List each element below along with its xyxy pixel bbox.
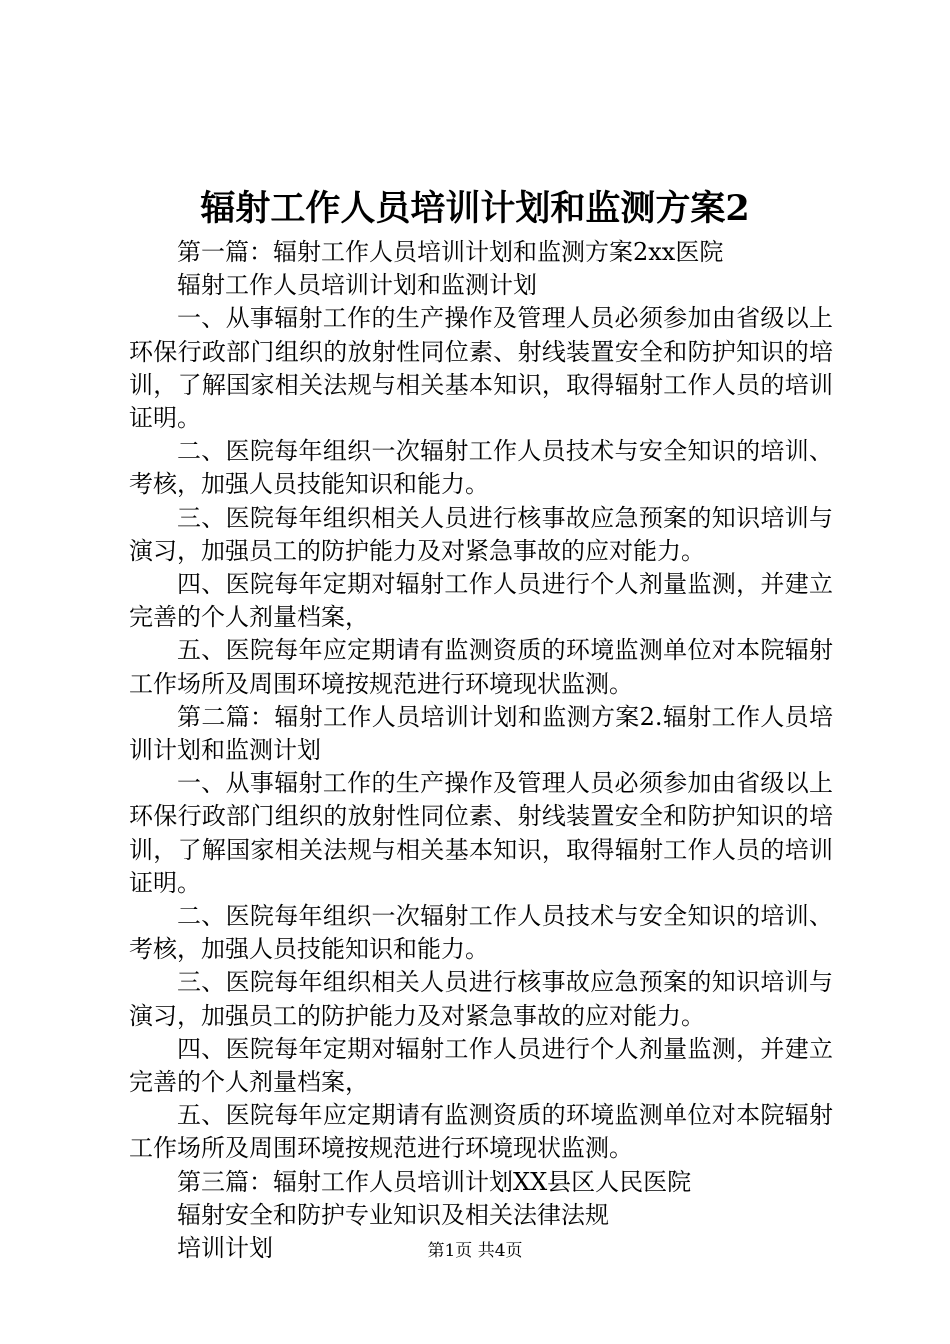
paragraph: 二、医院每年组织一次辐射工作人员技术与安全知识的培训、考核，加强人员技能知识和能力。 xyxy=(129,437,833,499)
paragraph: 三、医院每年组织相关人员进行核事故应急预案的知识培训与演习，加强员工的防护能力及对紧急事故的应对能力。 xyxy=(129,968,833,1030)
paragraph: 第一篇：辐射工作人员培训计划和监测方案2xx医院 xyxy=(177,238,724,266)
paragraph: 辐射工作人员培训计划和监测计划 xyxy=(177,271,537,300)
paragraph: 五、医院每年应定期请有监测资质的环境监测单位对本院辐射工作场所及周围环境按规范进行环境现状监测。 xyxy=(129,1101,833,1163)
document-title: 辐射工作人员培训计划和监测方案2 xyxy=(200,188,750,229)
paragraph: 第二篇：辐射工作人员培训计划和监测方案2.辐射工作人员培训计划和监测计划 xyxy=(129,702,833,765)
paragraph: 辐射安全和防护专业知识及相关法律法规 xyxy=(177,1200,609,1229)
page-footer: 第1页 共4页 xyxy=(427,1241,523,1261)
paragraph: 第三篇：辐射工作人员培训计划XX县区人民医院 xyxy=(177,1167,692,1196)
paragraph: 一、从事辐射工作的生产操作及管理人员必须参加由省级以上环保行政部门组织的放射性同位素、射线装置安全和防护知识的培训，了解国家相关法规与相关基本知识，取得辐射工作人员的培训证明。 xyxy=(129,769,833,897)
paragraph: 培训计划 xyxy=(177,1234,273,1263)
document-body xyxy=(129,236,833,1265)
paragraph: 三、医院每年组织相关人员进行核事故应急预案的知识培训与演习，加强员工的防护能力及对紧急事故的应对能力。 xyxy=(129,503,833,565)
paragraph: 五、医院每年应定期请有监测资质的环境监测单位对本院辐射工作场所及周围环境按规范进行环境现状监测。 xyxy=(129,636,833,698)
paragraph: 一、从事辐射工作的生产操作及管理人员必须参加由省级以上环保行政部门组织的放射性同位素、射线装置安全和防护知识的培训，了解国家相关法规与相关基本知识，取得辐射工作人员的培训证明。 xyxy=(129,304,833,433)
paragraph: 四、医院每年定期对辐射工作人员进行个人剂量监测，并建立完善的个人剂量档案， xyxy=(129,570,833,632)
paragraph: 二、医院每年组织一次辐射工作人员技术与安全知识的培训、考核，加强人员技能知识和能力。 xyxy=(129,902,833,964)
paragraph: 四、医院每年定期对辐射工作人员进行个人剂量监测，并建立完善的个人剂量档案， xyxy=(129,1034,833,1097)
